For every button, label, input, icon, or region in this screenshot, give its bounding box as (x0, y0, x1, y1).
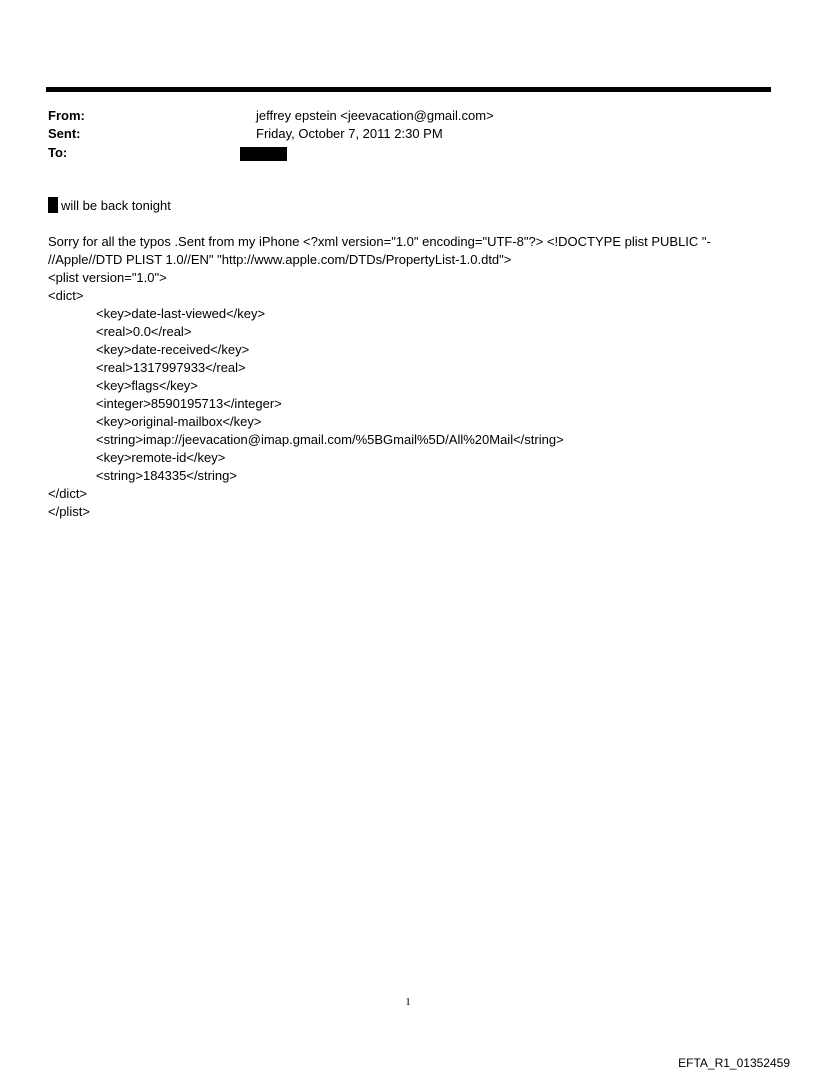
closing-line-2: </plist> (48, 504, 90, 519)
page-number: 1 (405, 996, 411, 1008)
to-redaction (240, 147, 287, 161)
dict-line-2: <real>0.0</real> (96, 324, 192, 339)
dict-line-6: <integer>8590195713</integer> (96, 396, 282, 411)
dict-line-7: <key>original-mailbox</key> (96, 414, 262, 429)
closing-line-1: </dict> (48, 486, 88, 501)
from-value: jeffrey epstein <jeevacation@gmail.com> (256, 108, 494, 123)
dict-line-10: <string>184335</string> (96, 468, 237, 483)
header-rule (46, 87, 771, 92)
dict-line-4: <real>1317997933</real> (96, 360, 246, 375)
sent-value: Friday, October 7, 2011 2:30 PM (256, 126, 443, 141)
dict-line-5: <key>flags</key> (96, 378, 198, 393)
dict-line-3: <key>date-received</key> (96, 342, 250, 357)
body-line-3: <plist version="1.0"> (48, 270, 167, 285)
bates-number: EFTA_R1_01352459 (678, 1056, 790, 1070)
body-line-1: Sorry for all the typos .Sent from my iPhone <?xml version="1.0" encoding="UTF-8"?> <!DOCTYPE plist PUBLIC "- (48, 234, 711, 249)
dict-line-1: <key>date-last-viewed</key> (96, 306, 266, 321)
dict-line-8: <string>imap://jeevacation@imap.gmail.com/%5BGmail%5D/All%20Mail</string> (96, 432, 564, 447)
body-line-4: <dict> (48, 288, 84, 303)
first-message-line: will be back tonight (61, 198, 171, 213)
dict-line-9: <key>remote-id</key> (96, 450, 226, 465)
sender-redaction (48, 197, 58, 213)
body-line-2: //Apple//DTD PLIST 1.0//EN" "http://www.apple.com/DTDs/PropertyList-1.0.dtd"> (48, 252, 512, 267)
to-label: To: (48, 145, 68, 160)
sent-label: Sent: (48, 126, 81, 141)
from-label: From: (48, 108, 85, 123)
